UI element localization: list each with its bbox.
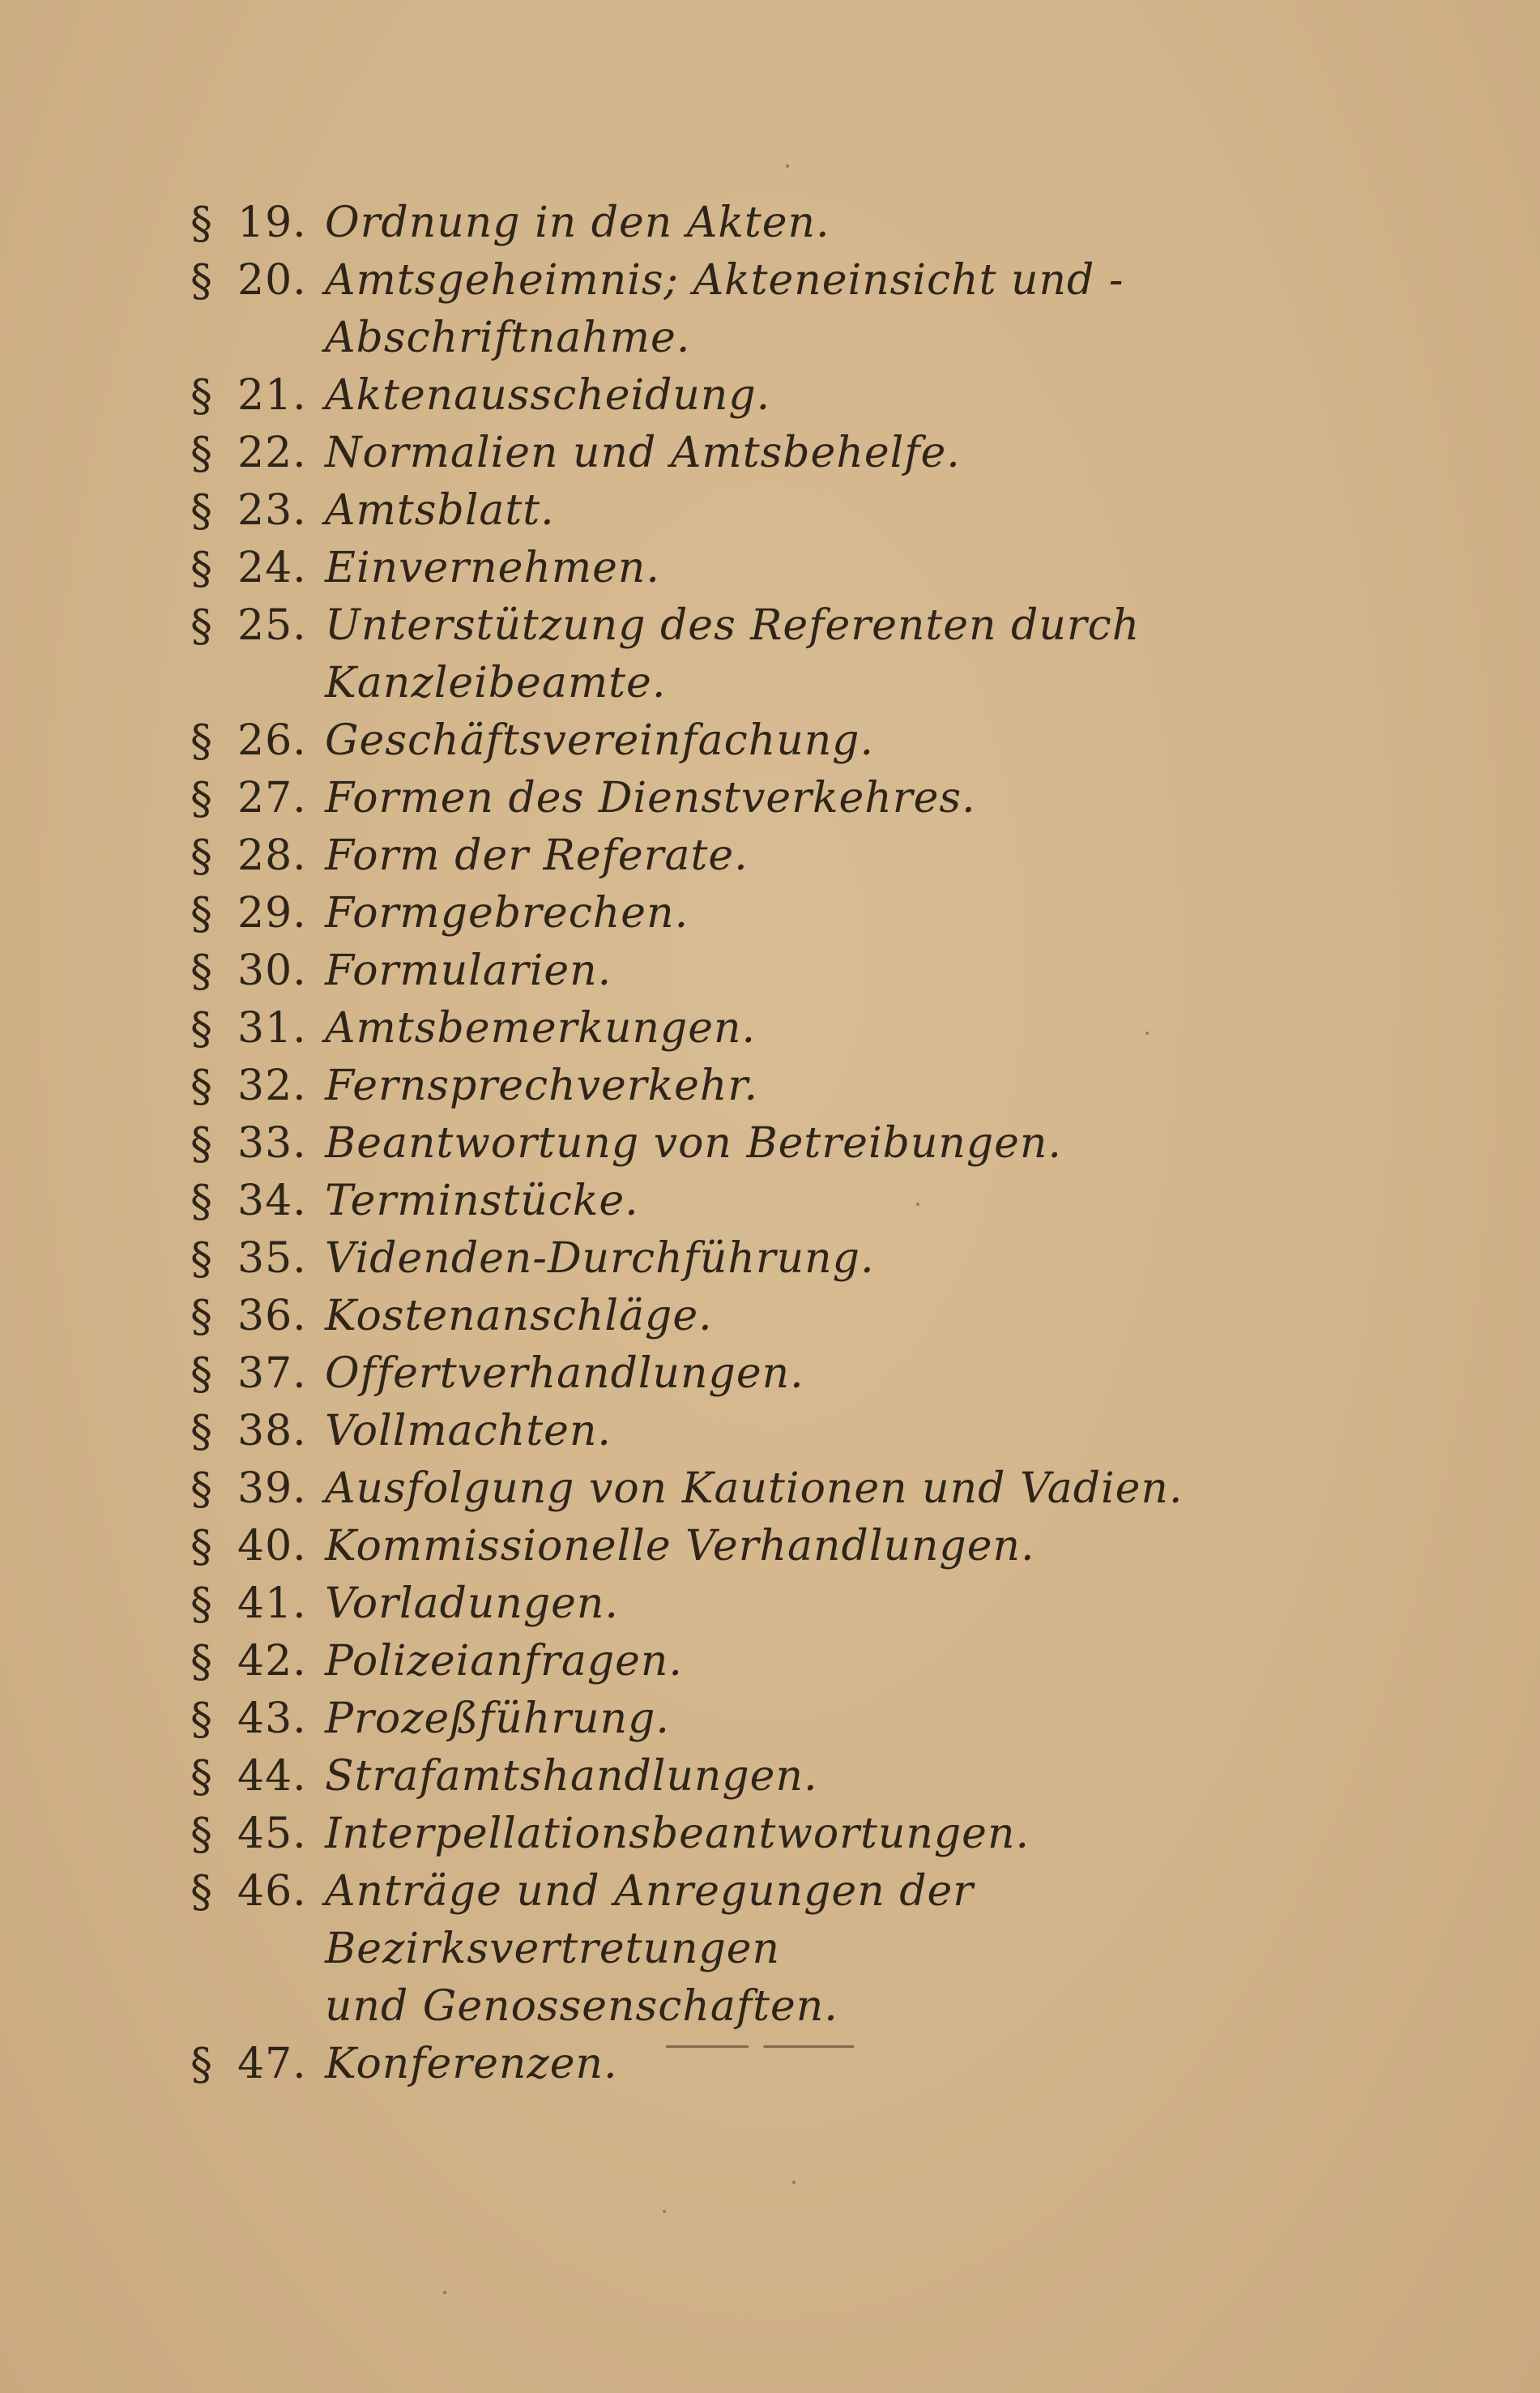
section-mark: § <box>190 1694 212 1745</box>
toc-entry-34 <box>190 1173 1373 1230</box>
section-number: 41. <box>237 1579 307 1628</box>
section-number: 33. <box>237 1119 307 1168</box>
section-mark: § <box>190 1118 212 1169</box>
toc-entry-23 <box>190 482 1373 540</box>
section-title: Offertverhandlungen. <box>325 1349 804 1398</box>
section-number: 19. <box>237 199 307 247</box>
paper-speck <box>786 165 789 168</box>
section-mark: § <box>190 1751 212 1802</box>
section-mark: § <box>190 198 212 249</box>
section-mark: § <box>190 543 212 594</box>
section-number: 26. <box>237 716 307 765</box>
toc-entry-20 <box>190 252 1373 367</box>
toc-entry-25 <box>190 597 1373 712</box>
toc-entry-28 <box>190 827 1373 885</box>
section-title: Vorladungen. <box>325 1579 619 1628</box>
section-number: 43. <box>237 1694 307 1743</box>
section-mark: § <box>190 946 212 997</box>
section-mark: § <box>190 1061 212 1112</box>
section-mark: § <box>190 888 212 939</box>
section-title: Form der Referate. <box>325 831 749 880</box>
section-number: 31. <box>237 1004 307 1053</box>
section-title: Konferenzen. <box>325 2040 618 2088</box>
section-title: Ordnung in den Akten. <box>325 199 830 247</box>
toc-entry-33 <box>190 1115 1373 1173</box>
section-title: Normalien und Amtsbehelfe. <box>325 429 961 477</box>
section-mark: § <box>190 1233 212 1284</box>
toc-entry-42 <box>190 1633 1373 1690</box>
section-mark: § <box>190 1003 212 1054</box>
section-number: 28. <box>237 831 307 880</box>
section-number: 35. <box>237 1234 307 1283</box>
section-mark: § <box>190 831 212 882</box>
section-title: Prozeßführung. <box>325 1694 670 1743</box>
section-number: 47. <box>237 2040 307 2088</box>
closing-rule <box>666 2045 854 2048</box>
section-mark: § <box>190 1521 212 1572</box>
table-of-contents <box>190 194 1373 2093</box>
section-mark: § <box>190 485 212 536</box>
toc-entry-44 <box>190 1748 1373 1805</box>
section-mark: § <box>190 1464 212 1515</box>
toc-entry-27 <box>190 770 1373 827</box>
toc-entry-31 <box>190 1000 1373 1058</box>
section-mark: § <box>190 1866 212 1917</box>
section-number: 24. <box>237 544 307 592</box>
section-number: 38. <box>237 1407 307 1455</box>
toc-entry-39 <box>190 1460 1373 1518</box>
section-mark: § <box>190 2039 212 2090</box>
section-title: Vollmachten. <box>325 1407 612 1455</box>
section-title: Aktenausscheidung. <box>325 371 771 420</box>
section-title: Formen des Dienstverkehres. <box>325 774 976 823</box>
section-number: 22. <box>237 429 307 477</box>
section-title: Interpellationsbeantwortungen. <box>325 1810 1030 1858</box>
section-mark: § <box>190 773 212 824</box>
toc-entry-19 <box>190 194 1373 252</box>
section-number: 42. <box>237 1637 307 1686</box>
section-number: 36. <box>237 1292 307 1340</box>
section-title: Formgebrechen. <box>325 889 689 938</box>
toc-entry-22 <box>190 425 1373 482</box>
section-title: Fernsprechverkehr. <box>325 1062 759 1110</box>
section-number: 37. <box>237 1349 307 1398</box>
toc-entry-43 <box>190 1690 1373 1748</box>
section-title: Terminstücke. <box>325 1177 639 1225</box>
section-mark: § <box>190 1291 212 1342</box>
section-number: 25. <box>237 601 307 650</box>
paper-speck <box>1145 1032 1149 1035</box>
section-title: Ausfolgung von Kautionen und Vadien. <box>325 1464 1184 1513</box>
section-mark: § <box>190 600 212 652</box>
section-number: 40. <box>237 1522 307 1570</box>
section-title: Videnden-Durchführung. <box>325 1234 875 1283</box>
paper-speck <box>916 1203 919 1206</box>
section-title: Polizeianfragen. <box>325 1637 683 1686</box>
paper-speck <box>792 2181 796 2184</box>
toc-entry-21 <box>190 367 1373 425</box>
toc-entry-29 <box>190 885 1373 942</box>
section-mark: § <box>190 716 212 767</box>
toc-entry-46 <box>190 1863 1373 2036</box>
section-title: Amtsblatt. <box>325 486 555 535</box>
section-number: 32. <box>237 1062 307 1110</box>
section-title: Amtsbemerkungen. <box>325 1004 757 1053</box>
toc-entry-32 <box>190 1058 1373 1115</box>
section-number: 44. <box>237 1752 307 1801</box>
section-number: 34. <box>237 1177 307 1225</box>
section-title: Einvernehmen. <box>325 544 660 592</box>
section-number: 27. <box>237 774 307 823</box>
section-mark: § <box>190 1348 212 1399</box>
toc-entry-36 <box>190 1288 1373 1345</box>
section-title: Anträge und Anregungen der Bezirksvertretungen und Genossenschaften. <box>325 1867 975 2031</box>
section-number: 21. <box>237 371 307 420</box>
section-mark: § <box>190 1406 212 1457</box>
section-number: 39. <box>237 1464 307 1513</box>
toc-entry-41 <box>190 1575 1373 1633</box>
section-mark: § <box>190 1636 212 1687</box>
toc-entry-40 <box>190 1518 1373 1575</box>
toc-entry-45 <box>190 1805 1373 1863</box>
section-number: 46. <box>237 1867 307 1916</box>
section-mark: § <box>190 428 212 479</box>
section-number: 23. <box>237 486 307 535</box>
section-title: Kommissionelle Verhandlungen. <box>325 1522 1035 1570</box>
toc-entry-38 <box>190 1403 1373 1460</box>
section-title: Amtsgeheimnis; Akteneinsicht und -Abschriftnahme. <box>325 256 1124 362</box>
section-mark: § <box>190 1579 212 1630</box>
section-mark: § <box>190 370 212 421</box>
section-title: Beantwortung von Betreibungen. <box>325 1119 1062 1168</box>
toc-entry-24 <box>190 540 1373 597</box>
section-title: Strafamtshandlungen. <box>325 1752 818 1801</box>
section-number: 30. <box>237 947 307 995</box>
toc-entry-35 <box>190 1230 1373 1288</box>
paper-speck <box>663 2210 666 2213</box>
section-mark: § <box>190 255 212 306</box>
section-title: Kostenanschläge. <box>325 1292 713 1340</box>
section-title: Geschäftsvereinfachung. <box>325 716 875 765</box>
toc-entry-47 <box>190 2036 1373 2093</box>
section-number: 20. <box>237 256 307 305</box>
toc-entry-30 <box>190 942 1373 1000</box>
section-number: 29. <box>237 889 307 938</box>
toc-entry-37 <box>190 1345 1373 1403</box>
section-number: 45. <box>237 1810 307 1858</box>
section-title: Unterstützung des Referenten durch Kanzleibeamte. <box>325 601 1141 707</box>
toc-entry-26 <box>190 712 1373 770</box>
section-mark: § <box>190 1176 212 1227</box>
section-title: Formularien. <box>325 947 612 995</box>
paper-speck <box>443 2291 446 2294</box>
section-mark: § <box>190 1809 212 1860</box>
